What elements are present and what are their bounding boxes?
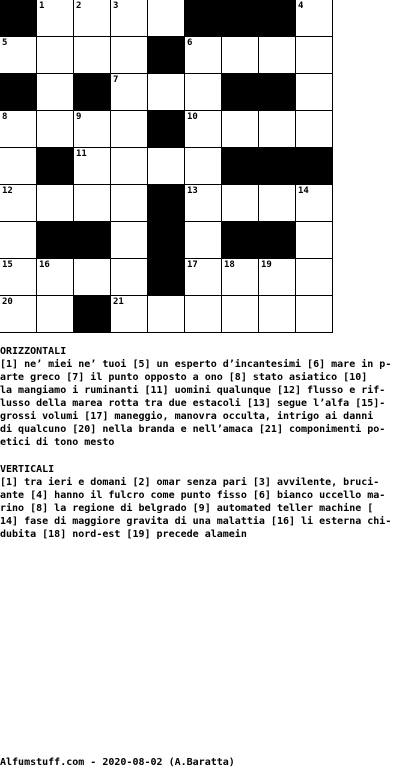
grid-cell[interactable]: [222, 296, 259, 333]
black-cell: [259, 0, 296, 37]
clue-number: 7: [113, 75, 119, 85]
grid-cell[interactable]: [0, 296, 37, 333]
down-heading: VERTICALI: [0, 464, 55, 475]
black-cell: [0, 0, 37, 37]
black-cell: [259, 74, 296, 111]
grid-cell[interactable]: [74, 148, 111, 185]
grid-cell[interactable]: [37, 111, 74, 148]
clue-line: arte greco [7] il punto opposto a ono [8] stato asiatico [10]: [0, 372, 368, 383]
grid-cell[interactable]: [296, 74, 333, 111]
grid-cell[interactable]: [37, 259, 74, 296]
black-cell: [259, 222, 296, 259]
clue-line: grossi volumi [17] maneggio, manovra occulta, intrigo ai danni: [0, 411, 374, 422]
black-cell: [148, 259, 185, 296]
grid-cell[interactable]: [0, 259, 37, 296]
grid-cell[interactable]: [37, 0, 74, 37]
black-cell: [148, 222, 185, 259]
clues-section: [0, 345, 392, 541]
grid-cell[interactable]: [0, 148, 37, 185]
clue-number: 17: [187, 260, 198, 270]
black-cell: [74, 222, 111, 259]
grid-cell[interactable]: [185, 222, 222, 259]
grid-cell[interactable]: [185, 185, 222, 222]
black-cell: [259, 148, 296, 185]
grid-cell[interactable]: [0, 111, 37, 148]
grid-cell[interactable]: [185, 74, 222, 111]
clue-number: 20: [2, 297, 13, 307]
grid-cell[interactable]: [222, 185, 259, 222]
grid-cell[interactable]: [111, 259, 148, 296]
grid-cell[interactable]: [37, 74, 74, 111]
clue-number: 14: [298, 186, 309, 196]
grid-cell[interactable]: [37, 296, 74, 333]
grid-cell[interactable]: [111, 0, 148, 37]
grid-cell[interactable]: [148, 74, 185, 111]
black-cell: [148, 111, 185, 148]
grid-cell[interactable]: [296, 185, 333, 222]
grid-cell[interactable]: [0, 222, 37, 259]
clue-number: 13: [187, 186, 198, 196]
grid-cell[interactable]: [111, 148, 148, 185]
black-cell: [148, 185, 185, 222]
black-cell: [0, 74, 37, 111]
grid-cell[interactable]: [148, 148, 185, 185]
clue-line: la mangiamo i ruminanti [11] uomini qualunque [12] flusso e rif-: [0, 385, 386, 396]
grid-cell[interactable]: [296, 111, 333, 148]
clue-number: 9: [76, 112, 82, 122]
black-cell: [222, 0, 259, 37]
clue-number: 16: [39, 260, 50, 270]
clue-line: dubita [18] nord-est [19] precede alamein: [0, 529, 247, 540]
grid-cell[interactable]: [111, 296, 148, 333]
grid-cell[interactable]: [222, 37, 259, 74]
grid-cell[interactable]: [111, 37, 148, 74]
clue-number: 4: [298, 1, 304, 11]
clue-line: di qualcuno [20] nella branda e nell’amaca [21] componimenti po-: [0, 424, 386, 435]
clue-line: ante [4] hanno il fulcro come punto fisso [6] bianco uccello ma-: [0, 490, 386, 501]
black-cell: [74, 296, 111, 333]
clue-line: [1] ne’ miei ne’ tuoi [5] un esperto d’incantesimi [6] mare in p-: [0, 359, 392, 370]
grid-cell[interactable]: [148, 296, 185, 333]
grid-cell[interactable]: [259, 111, 296, 148]
clue-line: etici di tono mesto: [0, 437, 115, 448]
clue-line: 14] fase di maggiore gravita di una malattia [16] li esterna chi-: [0, 516, 392, 527]
clue-number: 6: [187, 38, 193, 48]
grid-cell[interactable]: [259, 296, 296, 333]
clue-number: 5: [2, 38, 8, 48]
grid-cell[interactable]: [74, 111, 111, 148]
grid-cell[interactable]: [0, 37, 37, 74]
grid-cell[interactable]: [185, 111, 222, 148]
grid-cell[interactable]: [74, 0, 111, 37]
footer-credit: Alfumstuff.com - 2020-08-02 (A.Baratta): [0, 757, 235, 768]
clue-number: 19: [261, 260, 272, 270]
grid-cell[interactable]: [185, 148, 222, 185]
clue-line: rino [8] la regione di belgrado [9] automated teller machine [: [0, 503, 374, 514]
grid-cell[interactable]: [296, 222, 333, 259]
grid-cell[interactable]: [259, 259, 296, 296]
across-clues: [0, 358, 392, 449]
black-cell: [148, 37, 185, 74]
grid-cell[interactable]: [111, 111, 148, 148]
grid-cell[interactable]: [74, 37, 111, 74]
grid-cell[interactable]: [148, 0, 185, 37]
grid-cell[interactable]: [111, 185, 148, 222]
black-cell: [222, 74, 259, 111]
clue-line: [1] tra ieri e domani [2] omar senza pari [3] avvilente, bruci-: [0, 477, 380, 488]
grid-cell[interactable]: [259, 37, 296, 74]
clue-line: lusso della marea rotta tra due estacoli [13] segue l’alfa [15]-: [0, 398, 386, 409]
crossword-grid: [0, 0, 333, 333]
clue-number: 21: [113, 297, 124, 307]
grid-cell[interactable]: [222, 111, 259, 148]
grid-cell[interactable]: [185, 37, 222, 74]
down-clues: [0, 476, 392, 541]
grid-cell[interactable]: [296, 0, 333, 37]
black-cell: [74, 74, 111, 111]
clue-number: 2: [76, 1, 82, 11]
black-cell: [222, 222, 259, 259]
black-cell: [37, 222, 74, 259]
clue-number: 1: [39, 1, 45, 11]
grid-cell[interactable]: [37, 185, 74, 222]
black-cell: [37, 148, 74, 185]
clue-number: 12: [2, 186, 13, 196]
clue-number: 11: [76, 149, 87, 159]
grid-cell[interactable]: [296, 37, 333, 74]
clue-number: 3: [113, 1, 119, 11]
clue-number: 10: [187, 112, 198, 122]
grid-cell[interactable]: [185, 296, 222, 333]
grid-cell[interactable]: [185, 259, 222, 296]
across-heading: ORIZZONTALI: [0, 346, 67, 357]
grid-cell[interactable]: [259, 185, 296, 222]
grid-cell[interactable]: [296, 259, 333, 296]
grid-cell[interactable]: [37, 37, 74, 74]
grid-cell[interactable]: [111, 74, 148, 111]
grid-cell[interactable]: [111, 222, 148, 259]
grid-cell[interactable]: [74, 185, 111, 222]
black-cell: [296, 148, 333, 185]
grid-cell[interactable]: [0, 185, 37, 222]
clue-number: 18: [224, 260, 235, 270]
clue-number: 8: [2, 112, 8, 122]
grid-cell[interactable]: [222, 259, 259, 296]
clue-number: 15: [2, 260, 13, 270]
grid-cell[interactable]: [296, 296, 333, 333]
grid-cell[interactable]: [74, 259, 111, 296]
black-cell: [185, 0, 222, 37]
black-cell: [222, 148, 259, 185]
